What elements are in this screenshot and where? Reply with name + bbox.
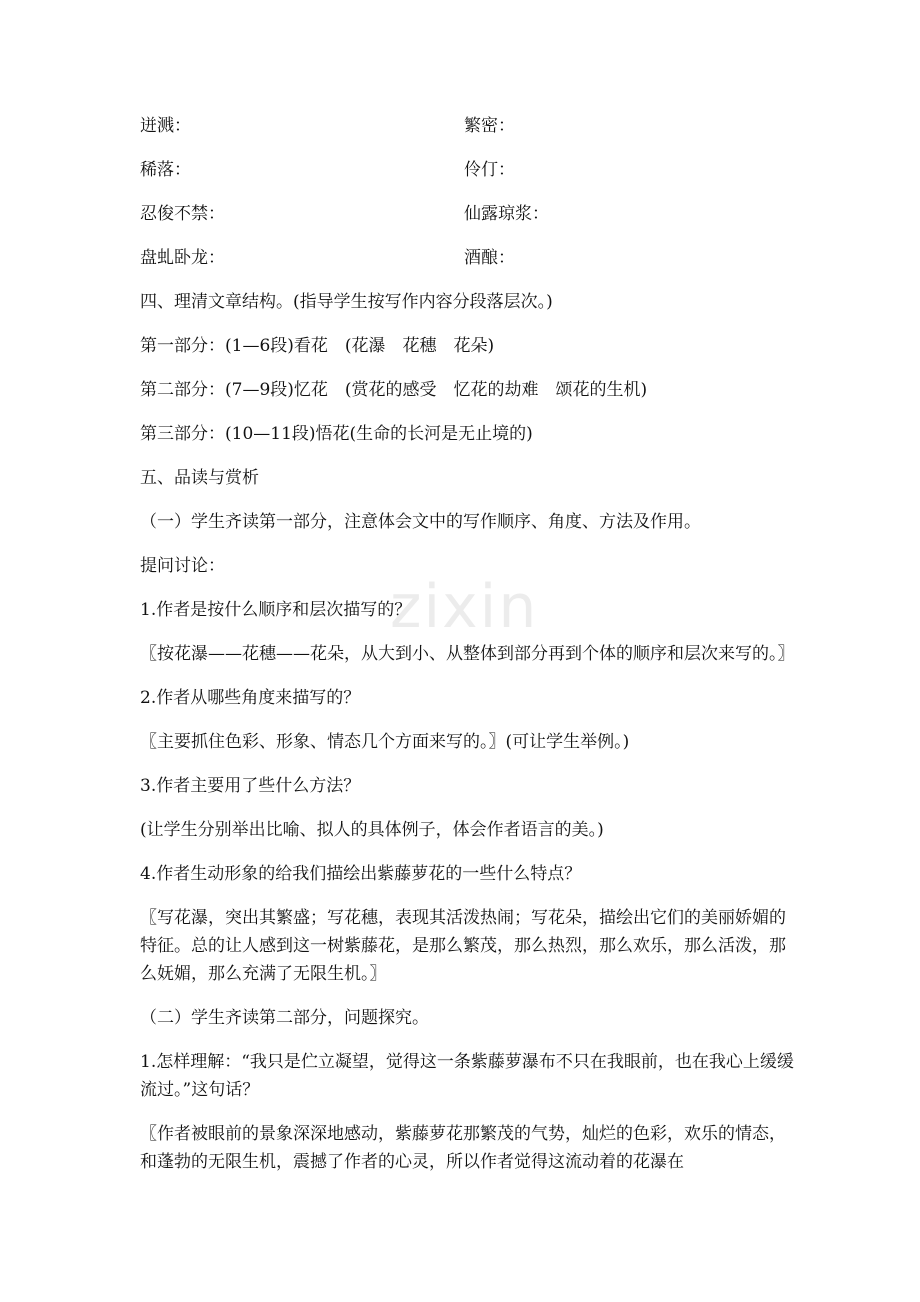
vocab-term: 仙露琼浆： — [464, 204, 549, 224]
question-line: 2.作者从哪些角度来描写的？ — [140, 688, 361, 708]
question-line: 1.怎样理解：“我只是伫立凝望，觉得这一条紫藤萝瀑布不只在我眼前，也在我心上缓缓流过。”这句话？ — [140, 1052, 794, 1100]
answer-paragraph: 〖写花瀑，突出其繁盛；写花穗，表现其活泼热闹；写花朵，描绘出它们的美丽娇媚的特征。总的让人感到这一树紫藤花，是那么繁茂，那么热烈，那么欢乐，那么活泼，那么妩媚，那么充满了无限生机。〗 — [140, 908, 786, 984]
vocab-term: 繁密： — [464, 116, 515, 136]
structure-line: 第一部分：(1—6段)看花 (花瀑 花穗 花朵) — [140, 336, 495, 356]
vocab-row — [140, 244, 800, 272]
answer-paragraph: (让学生分别举出比喻、拟人的具体例子，体会作者语言的美。) — [140, 820, 604, 840]
subsection-line: （一）学生齐读第一部分，注意体会文中的写作顺序、角度、方法及作用。 — [140, 512, 701, 532]
vocab-term: 稀落： — [140, 160, 191, 180]
document-body — [140, 112, 800, 1192]
vocab-term: 迸溅： — [140, 116, 191, 136]
subsection-line: （二）学生齐读第二部分，问题探究。 — [140, 1008, 429, 1028]
answer-paragraph: 〖作者被眼前的景象深深地感动，紫藤萝花那繁茂的气势，灿烂的色彩，欢乐的情态，和蓬勃的无限生机，震撼了作者的心灵，所以作者觉得这流动着的花瀑在 — [140, 1124, 786, 1172]
vocab-term: 忍俊不禁： — [140, 204, 225, 224]
structure-line: 第三部分：(10—11段)悟花(生命的长河是无止境的) — [140, 424, 533, 444]
vocab-term: 盘虬卧龙： — [140, 248, 225, 268]
vocab-row — [140, 156, 800, 184]
question-line: 3.作者主要用了些什么方法？ — [140, 776, 361, 796]
watermark: zixin — [390, 572, 539, 642]
section-heading: 五、品读与赏析 — [140, 468, 259, 488]
section-heading: 四、理清文章结构。(指导学生按写作内容分段落层次。) — [140, 292, 553, 312]
vocab-row — [140, 112, 800, 140]
answer-paragraph: 〖按花瀑——花穗——花朵，从大到小、从整体到部分再到个体的顺序和层次来写的。〗 — [140, 644, 795, 664]
question-line: 4.作者生动形象的给我们描绘出紫藤萝花的一些什么特点？ — [140, 864, 582, 884]
vocab-term: 伶仃： — [464, 160, 515, 180]
structure-line: 第二部分：(7—9段)忆花 (赏花的感受 忆花的劫难 颂花的生机) — [140, 380, 648, 400]
answer-paragraph: 〖主要抓住色彩、形象、情态几个方面来写的。〗(可让学生举例。) — [140, 732, 630, 752]
vocab-term: 酒酿： — [464, 248, 515, 268]
vocab-row — [140, 200, 800, 228]
question-line: 1.作者是按什么顺序和层次描写的？ — [140, 600, 412, 620]
prompt-line: 提问讨论： — [140, 556, 225, 576]
